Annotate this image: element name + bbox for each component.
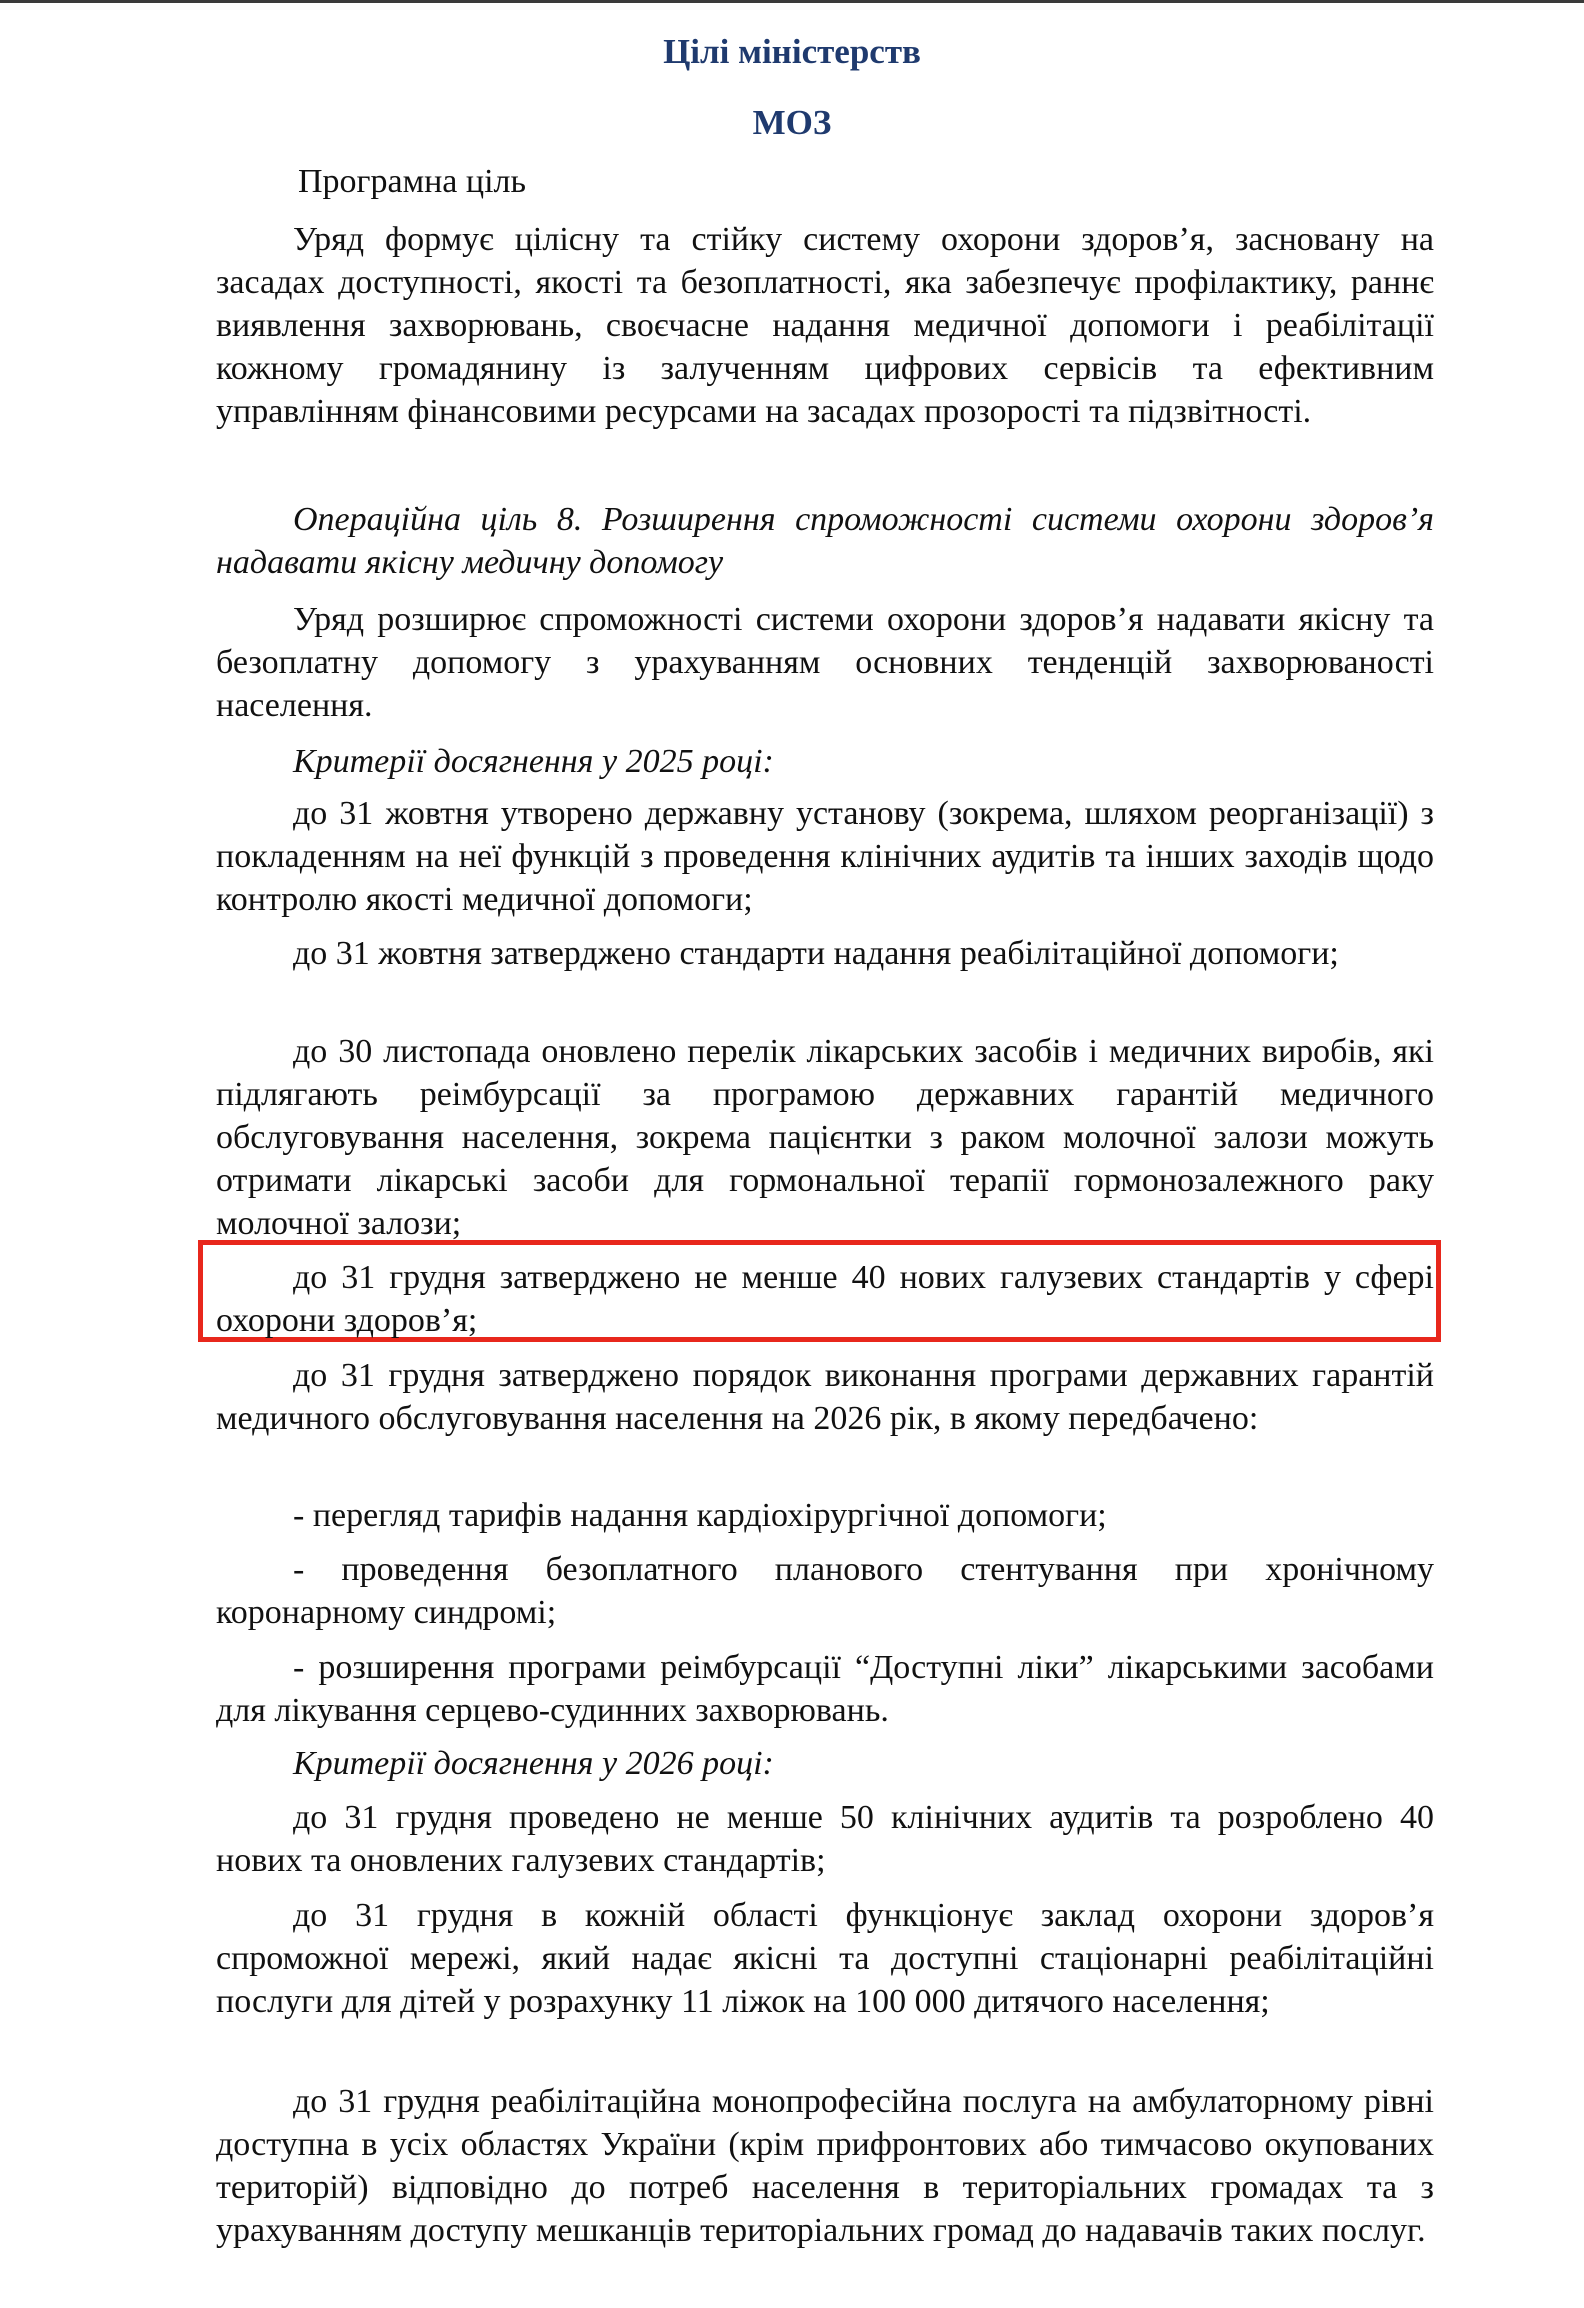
criteria-2026-item: до 31 грудня в кожній області функціонує заклад охорони здоров’я спроможної мережі, який надає якісні та доступні стаціонарні реабілітаційні послуги для дітей у розрахунку 11 ліжок на 100 000 дитячого населення;	[216, 1897, 1434, 2020]
criteria-2026-item: до 31 грудня реабілітаційна монопрофесійна послуга на амбулаторному рівні доступна в усіх областях України (крім прифронтових або тимчасово окупованих територій) відповідно до потреб населення в територіальних громадах та з урахуванням доступу мешканців територіальних громад до надавачів таких послуг.	[216, 2083, 1434, 2249]
criteria-2025-subitem: - розширення програми реімбурсації “Доступні ліки” лікарськими засобами для лікування серцево-судинних захворювань.	[216, 1649, 1434, 1729]
criteria-2026-item: до 31 грудня проведено не менше 50 клінічних аудитів та розроблено 40 нових та оновлених галузевих стандартів;	[216, 1799, 1434, 1879]
program-goal-text: Уряд формує цілісну та стійку систему охорони здоров’я, засновану на засадах доступності, якості та безоплатності, яка забезпечує профілактику, раннє виявлення захворювань, своєчасне надання медичної допомоги і реабілітації кожному громадянину із залученням цифрових сервісів та ефективним управлінням фінансовими ресурсами на засадах прозорості та підзвітності.	[216, 221, 1434, 430]
operational-goal-title: Операційна ціль 8. Розширення спроможності системи охорони здоров’я надавати якісну медичну допомогу	[216, 501, 1434, 581]
criteria-2025-subitem: - перегляд тарифів надання кардіохірургічної допомоги;	[293, 1497, 1107, 1534]
criteria-2025-subitem: - проведення безоплатного планового стентування при хронічному коронарному синдромі;	[216, 1551, 1434, 1631]
criteria-2025-item: до 31 жовтня затверджено стандарти надання реабілітаційної допомоги;	[293, 935, 1339, 972]
program-goal-label: Програмна ціль	[298, 163, 527, 200]
document-subtitle: МОЗ	[752, 103, 832, 142]
document-title: Цілі міністерств	[663, 32, 921, 71]
operational-goal-text: Уряд розширює спроможності системи охорони здоров’я надавати якісну та безоплатну допомогу з урахуванням основних тенденцій захворюваності населення.	[216, 601, 1434, 724]
criteria-2025-item: до 31 жовтня утворено державну установу (зокрема, шляхом реорганізації) з покладенням на неї функцій з проведення клінічних аудитів та інших заходів щодо контролю якості медичної допомоги;	[216, 795, 1434, 918]
criteria-2025-item: до 30 листопада оновлено перелік лікарських засобів і медичних виробів, які підлягають реімбурсації за програмою державних гарантій медичного обслуговування населення, зокрема пацієнтки з раком молочної залози можуть отримати лікарські засоби для гормональної терапії гормонозалежного раку молочної залози;	[216, 1033, 1434, 1242]
criteria-2025-item-highlighted: до 31 грудня затверджено не менше 40 нових галузевих стандартів у сфері охорони здоров’я;	[216, 1259, 1434, 1339]
criteria-2025-item: до 31 грудня затверджено порядок виконання програми державних гарантій медичного обслуговування населення на 2026 рік, в якому передбачено:	[216, 1357, 1434, 1437]
top-divider	[0, 0, 1584, 3]
criteria-2025-label: Критерії досягнення у 2025 році:	[293, 743, 774, 780]
criteria-2026-label: Критерії досягнення у 2026 році:	[293, 1745, 774, 1782]
